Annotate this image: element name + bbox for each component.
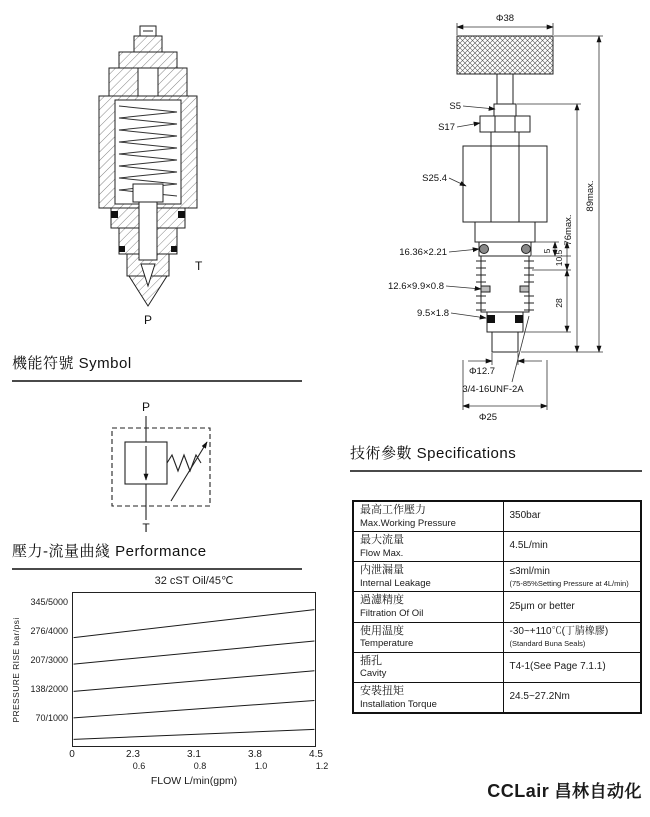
performance-section-title: 壓力-流量曲綫 Performance	[12, 543, 207, 560]
adjust-stem	[497, 74, 513, 104]
symbol-section-title: 機能符號 Symbol	[12, 355, 132, 372]
dim-5-label: 5	[542, 248, 552, 254]
dim-105-label: 10.5	[554, 249, 564, 267]
valve-outline-group	[457, 36, 553, 352]
symbol-spring	[167, 455, 201, 471]
spec-label-en: Internal Leakage	[360, 578, 431, 590]
symbol-port-t-label: T	[142, 521, 150, 535]
spec-value-cell	[503, 501, 641, 532]
spec-value: 350bar	[509, 510, 541, 522]
spec-row-working-pressure	[353, 501, 641, 532]
spec-row-filtration	[353, 592, 641, 622]
dim-dia127-label: Φ12.7	[468, 366, 496, 377]
spec-value: 25μm or better	[509, 600, 575, 612]
chart-x-ticks	[69, 747, 329, 773]
spec-label-zh: 插孔	[360, 654, 382, 667]
symbol-section-header	[12, 352, 302, 382]
adjust-screw	[134, 36, 162, 52]
spec-label-zh: 内泄漏量	[360, 564, 404, 577]
spec-label-en: Temperature	[360, 638, 414, 650]
chart-y-tick-70: 70/1000	[35, 712, 68, 723]
performance-chart	[8, 574, 330, 787]
spec-value-cell	[503, 592, 641, 622]
spec-value-cell	[503, 532, 641, 562]
chart-plot-area	[72, 592, 316, 747]
spec-row-internal-leakage	[353, 562, 641, 592]
spec-label-en: Flow Max.	[360, 547, 404, 559]
spec-label-cell	[353, 532, 503, 562]
chart-y-axis-label: PRESSURE RISE bar/psi	[11, 616, 21, 723]
thread-section	[481, 256, 529, 312]
chart-x-tick-sub: 0.6	[132, 761, 146, 771]
hydraulic-symbol-diagram	[95, 398, 230, 538]
spec-label-cell	[353, 622, 503, 652]
spec-row-flow-max	[353, 532, 641, 562]
chart-x-tick-sub: 1.0	[254, 761, 268, 771]
dim-backup-ring-label: 12.6×9.9×0.8	[388, 281, 444, 292]
spec-label-en: Installation Torque	[360, 698, 437, 710]
spec-value-cell	[503, 562, 641, 592]
symbol-lines-group	[112, 416, 210, 520]
chart-y-ticks	[24, 592, 70, 747]
chart-x-tick-0	[66, 749, 78, 761]
chart-line-1000psi-setting	[74, 729, 315, 739]
chart-x-tick-2.3	[121, 749, 146, 771]
spec-value: T4-1(See Page 7.1.1)	[509, 661, 606, 673]
symbol-enclosure	[112, 428, 210, 506]
spec-label-zh: 過濾精度	[360, 594, 404, 607]
spec-label-cell	[353, 592, 503, 622]
knurled-knob	[457, 36, 553, 74]
spec-label-zh: 安裝扭矩	[360, 684, 404, 697]
spec-label-en: Cavity	[360, 668, 387, 680]
dim-oring-small-label: 9.5×1.8	[417, 308, 449, 319]
spec-label-zh: 最大流量	[360, 534, 404, 547]
spec-label-en: Max.Working Pressure	[360, 517, 456, 529]
spec-value-cell	[503, 682, 641, 713]
spec-value: 24.5~27.2Nm	[509, 691, 570, 703]
oring-small-right	[515, 315, 523, 323]
chart-x-tick-main: 2.3	[126, 749, 140, 760]
port-t-label: T	[195, 259, 203, 273]
oring-small-left	[487, 315, 495, 323]
spec-value: -30~+110℃(丁腈橡膠)	[509, 626, 609, 638]
chart-y-tick-345: 345/5000	[30, 597, 68, 608]
dim-s17-label: S17	[438, 122, 455, 133]
chart-y-tick-138: 138/2000	[30, 684, 68, 695]
spec-value-sub: (75-85%Setting Pressure at 4L/min)	[509, 578, 629, 588]
spec-label-cell	[353, 652, 503, 682]
poppet-stem	[139, 202, 157, 260]
spec-label-zh: 最高工作壓力	[360, 504, 426, 516]
spec-row-temperature	[353, 622, 641, 652]
spec-label-cell	[353, 682, 503, 713]
chart-x-tick-3.1	[182, 749, 207, 771]
spec-value-sub: (Standard Buna Seals)	[509, 638, 586, 648]
seal-right	[178, 211, 185, 218]
port-p-label: P	[143, 313, 153, 327]
dim-oring-main-label: 16.36×2.21	[399, 247, 447, 258]
dim-89max-label: 89max.	[585, 180, 596, 212]
spec-row-installation-torque	[353, 682, 641, 713]
valve-cross-section-drawing	[55, 18, 240, 348]
chart-line-2000psi-setting	[74, 700, 315, 717]
chart-x-tick-main: 0	[69, 749, 75, 760]
logo-name: 昌林自动化	[554, 782, 642, 801]
dim-thread-label: 3/4-16UNF-2A	[462, 384, 524, 395]
locknut	[119, 52, 177, 68]
chart-x-tick-sub: 0.8	[193, 761, 207, 771]
chart-x-tick-main: 4.5	[309, 749, 323, 760]
symbol-port-p-label: P	[141, 400, 151, 414]
dim-dia25-label: Φ25	[478, 412, 498, 423]
neck	[475, 222, 535, 242]
chart-line-3000psi-setting	[74, 671, 315, 692]
spec-value-cell	[503, 652, 641, 682]
backup-ring-left	[481, 286, 490, 292]
spec-value-cell	[503, 622, 641, 652]
spec-value: ≤3ml/min	[509, 566, 550, 578]
hex-s5	[494, 104, 516, 116]
spec-label-cell	[353, 562, 503, 592]
oring-main-right	[522, 245, 531, 254]
specifications-table	[352, 500, 642, 714]
spec-label-zh: 使用温度	[360, 624, 404, 637]
chart-x-tick-4.5	[304, 749, 329, 771]
nose-tip	[492, 332, 518, 352]
performance-section-header	[12, 540, 302, 570]
spring-seat	[133, 184, 163, 202]
chart-line-4000psi-setting	[74, 641, 315, 664]
backup-ring-right	[520, 286, 529, 292]
dim-s5-label: S5	[449, 101, 461, 112]
valve-dimension-drawing	[345, 8, 645, 433]
chart-x-tick-main: 3.8	[248, 749, 262, 760]
symbol-adjust-arrow	[171, 442, 207, 501]
spec-label-en: Filtration Of Oil	[360, 608, 424, 620]
dim-s254-label: S25.4	[422, 173, 447, 184]
chart-title: 32 cST Oil/45℃	[154, 575, 234, 587]
oring-main-left	[480, 245, 489, 254]
specs-section-header	[350, 442, 642, 472]
seal-left	[111, 211, 118, 218]
dim-76max-label: 76max.	[563, 214, 574, 246]
spec-label-cell	[353, 501, 503, 532]
valve-body-group	[99, 26, 197, 306]
chart-y-tick-207: 207/3000	[30, 655, 68, 666]
hex-body-s254	[463, 146, 547, 222]
dim-28-label: 28	[554, 298, 564, 308]
chart-x-tick-sub: 1.2	[315, 761, 329, 771]
chart-x-tick-3.8	[243, 749, 268, 771]
chart-x-tick-main: 3.1	[187, 749, 201, 760]
chart-line-5000psi-setting	[74, 610, 315, 638]
company-logo	[420, 777, 642, 802]
chart-y-tick-276: 276/4000	[30, 626, 68, 637]
chart-x-axis-label: FLOW L/min(gpm)	[150, 775, 238, 787]
spec-value: 4.5L/min	[509, 540, 548, 552]
spec-row-cavity	[353, 652, 641, 682]
specs-section-title: 技術參數 Specifications	[350, 445, 517, 462]
dim-dia38-label: Φ38	[495, 13, 515, 24]
logo-brand: CCLair	[487, 781, 550, 801]
locknut-s17	[480, 116, 530, 132]
